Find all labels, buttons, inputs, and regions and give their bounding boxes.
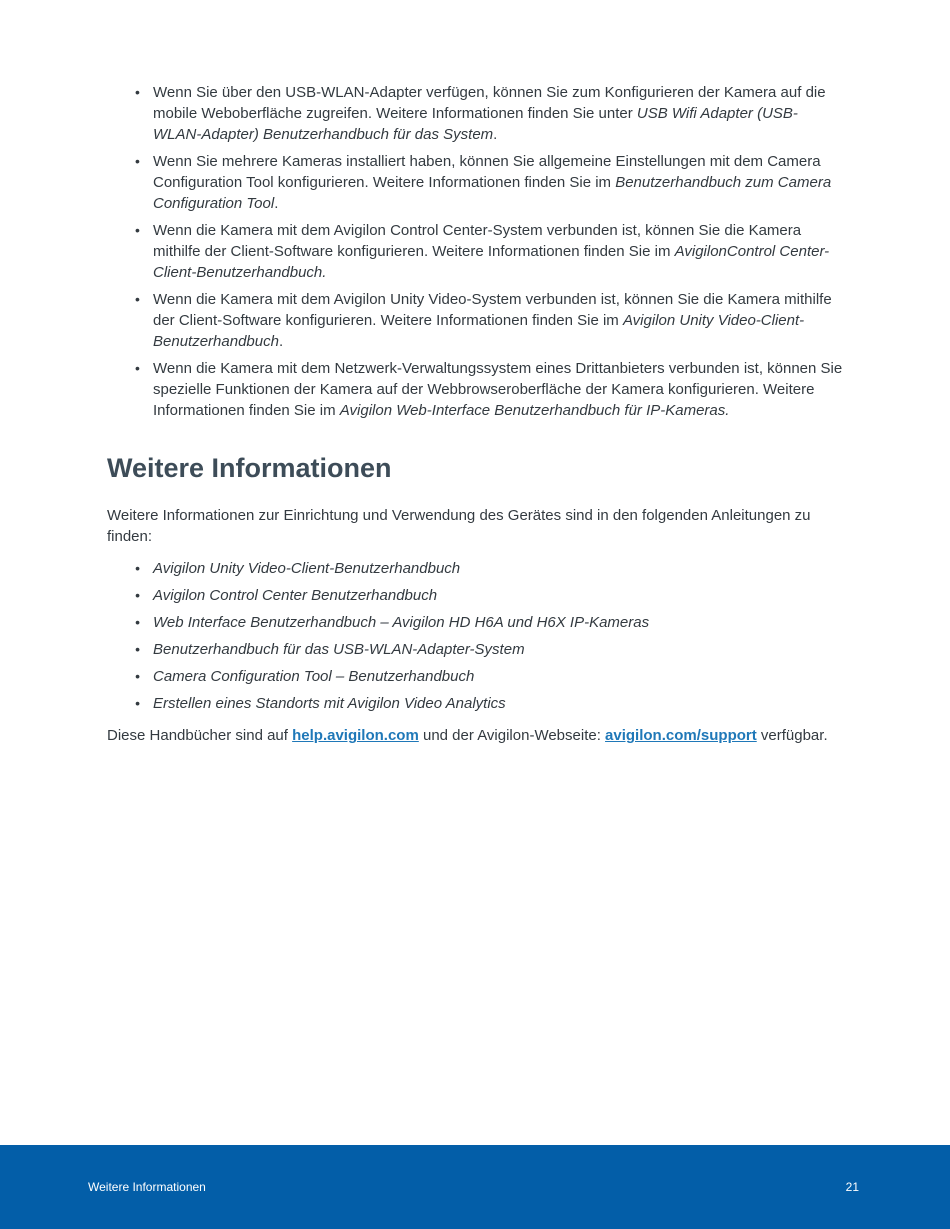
configuration-options-list [107,82,843,427]
manual-list-item: • Avigilon Control Center Benutzerhandbuch [107,585,843,606]
bullet-text: Wenn Sie über den USB-WLAN-Adapter verfügen, können Sie zum Konfigurieren der Kamera auf die mobile Weboberfläche zugreifen. Weitere Informationen finden Sie unter [153,84,826,122]
page-number: 21 [845,1180,859,1194]
manual-reference: Avigilon Unity Video-Client-Benutzerhandbuch [153,312,805,350]
manuals-list [107,558,843,720]
bullet-end: . [278,333,284,350]
footer-section-title: Weitere Informationen [88,1180,206,1194]
bullet-text: Wenn Sie mehrere Kameras installiert haben, können Sie allgemeine Einstellungen mit dem Camera Configuration Tool konfigurieren. Weitere Informationen finden Sie im [153,153,821,191]
list-item [107,358,843,421]
list-item [107,289,843,352]
list-item [107,82,843,145]
help-site-link[interactable]: help.avigilon.com [292,727,419,744]
availability-note [107,725,867,746]
manual-list-item: • Erstellen eines Standorts mit Avigilon Video Analytics [107,693,843,714]
manual-list-item: • Web Interface Benutzerhandbuch – Avigilon HD H6A und H6X IP-Kameras [107,612,843,633]
support-site-link[interactable]: avigilon.com/support [605,727,757,744]
manual-list-item: • Avigilon Unity Video-Client-Benutzerhandbuch [107,558,843,579]
manual-reference: AvigilonControl Center-Client-Benutzerhandbuch. [153,243,830,281]
availability-text-middle: und der Avigilon-Webseite: [418,727,606,744]
manual-list-item: • Camera Configuration Tool – Benutzerhandbuch [107,666,843,687]
page-footer [0,1145,950,1229]
manual-list-item: • Benutzerhandbuch für das USB-WLAN-Adapter-System [107,639,843,660]
manual-reference: Avigilon Web-Interface Benutzerhandbuch für IP-Kameras. [339,402,730,419]
bullet-end: . [493,126,498,143]
list-item [107,220,843,283]
availability-text-start: Diese Handbücher sind auf [107,727,293,744]
section-intro: Weitere Informationen zur Einrichtung und Verwendung des Gerätes sind in den folgenden Anleitungen zu finden: [107,507,811,545]
manual-reference: USB Wifi Adapter (USB-WLAN-Adapter) Benutzerhandbuch für das System [153,105,798,143]
bullet-text: Wenn die Kamera mit dem Avigilon Control Center-System verbunden ist, können Sie die Kamera mithilfe der Client-Software konfigurieren. Weitere Informationen finden Sie im [153,222,802,260]
bullet-text: Wenn die Kamera mit dem Avigilon Unity Video-System verbunden ist, können Sie die Kamera mithilfe der Client-Software konfigurieren. Weitere Informationen finden Sie im [153,291,832,329]
list-item [107,151,843,214]
section-heading: Weitere Informationen [107,453,392,483]
bullet-text: Wenn die Kamera mit dem Netzwerk-Verwaltungssystem eines Drittanbieters verbunden ist, können Sie spezielle Funktionen der Kamera auf der Webbrowseroberfläche der Kamera konfigurieren. Weitere Informationen finden Sie im [153,360,843,419]
manual-reference: Benutzerhandbuch zum Camera Configuration Tool [153,174,832,212]
availability-text-end: verfügbar. [756,727,828,744]
bullet-end: . [274,195,279,212]
